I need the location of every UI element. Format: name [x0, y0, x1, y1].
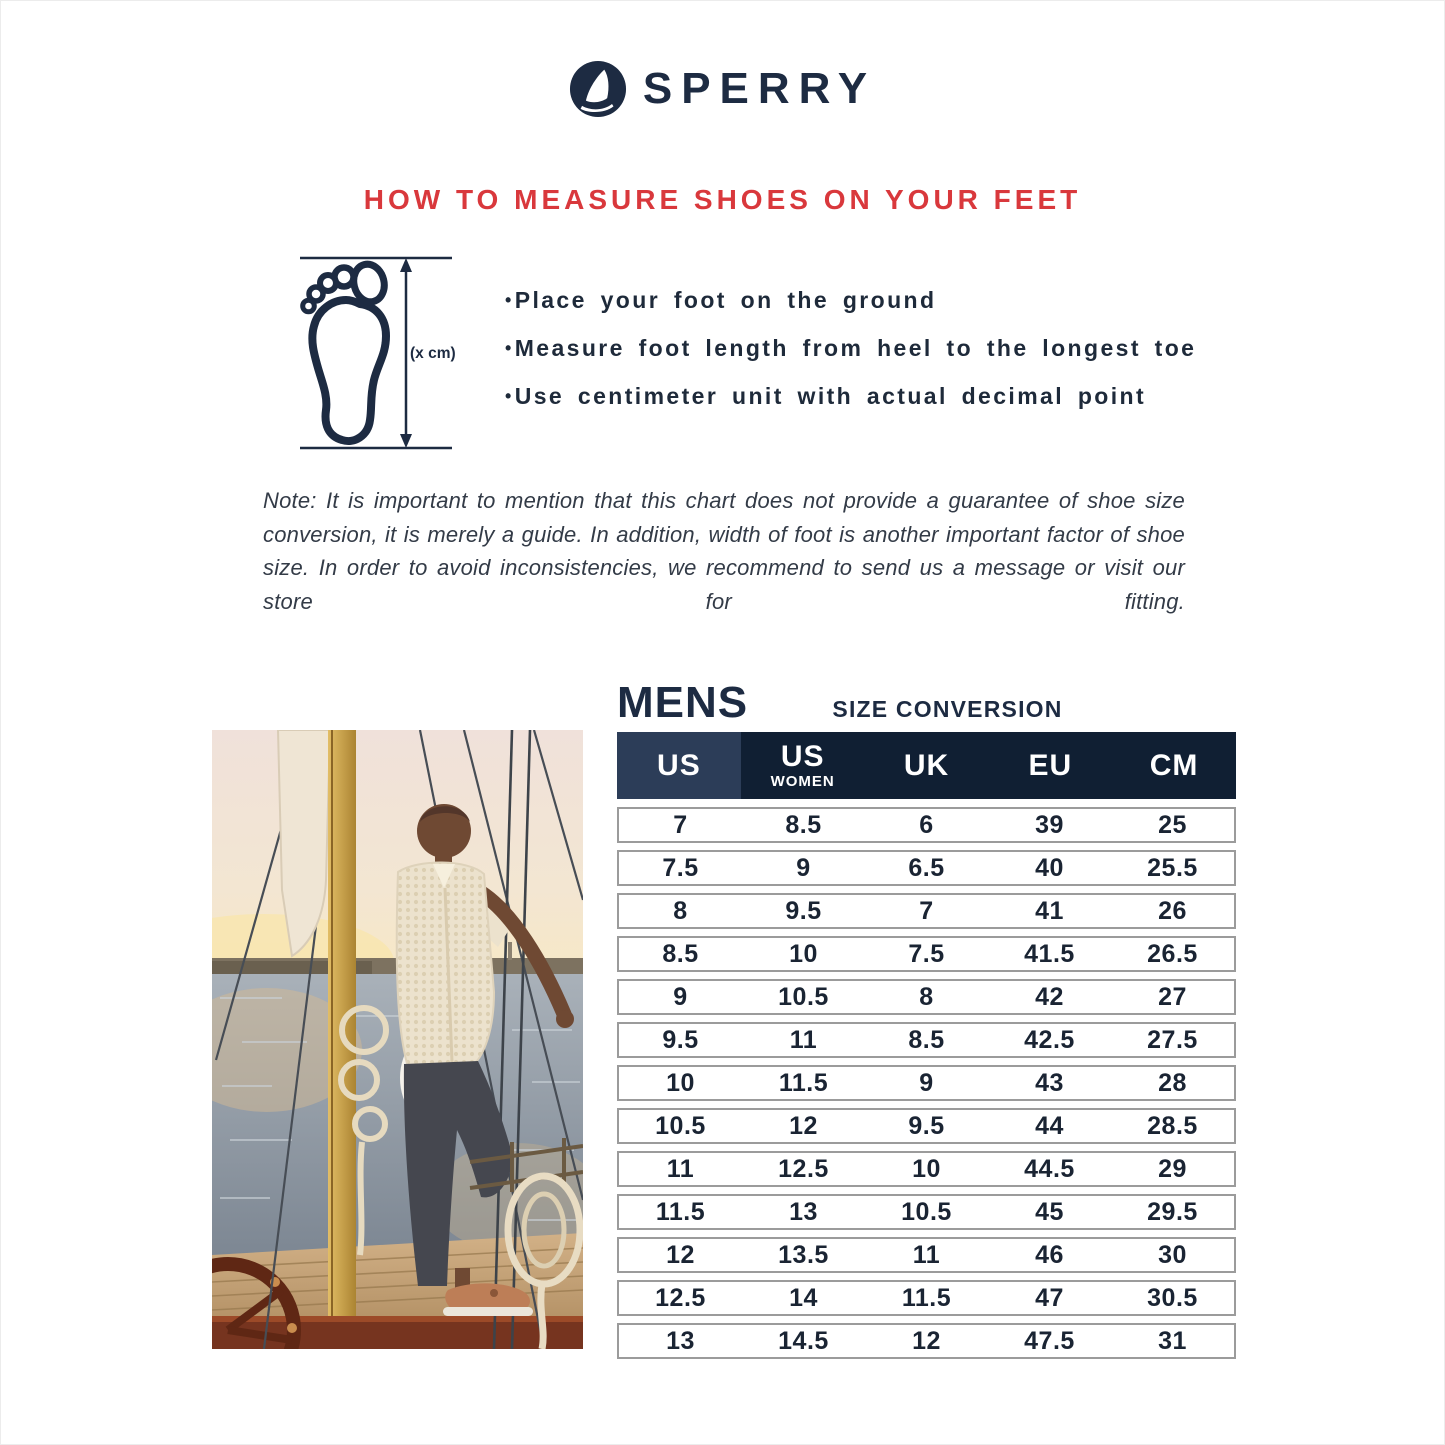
table-title: SIZE CONVERSION — [832, 696, 1063, 722]
table-row — [617, 1108, 1236, 1144]
table-cell: 8 — [919, 982, 934, 1011]
table-row — [617, 1237, 1236, 1273]
table-cell: 10 — [912, 1154, 941, 1183]
table-cell: 44 — [1035, 1111, 1064, 1140]
table-cell: 39 — [1035, 810, 1064, 839]
table-row — [617, 1022, 1236, 1058]
table-cell: 10 — [666, 1068, 695, 1097]
table-cell: 7.5 — [908, 939, 945, 968]
table-cell: 13 — [666, 1326, 695, 1355]
lifestyle-photo — [212, 730, 583, 1349]
instruction-text: Place your foot on the ground — [514, 287, 937, 313]
table-cell: 9 — [919, 1068, 934, 1097]
table-cell: 9 — [673, 982, 688, 1011]
table-cell: 7 — [919, 896, 934, 925]
header-cell-eu: EU — [1028, 748, 1073, 782]
table-cell: 11 — [666, 1154, 695, 1183]
table-cell: 43 — [1035, 1068, 1064, 1097]
instruction-item — [505, 324, 1197, 372]
table-cell: 27.5 — [1147, 1025, 1198, 1054]
table-cell: 8 — [673, 896, 688, 925]
size-table-header-row — [617, 732, 1236, 799]
table-cell: 28.5 — [1147, 1111, 1198, 1140]
table-cell: 41 — [1035, 896, 1064, 925]
table-cell: 8.5 — [785, 810, 822, 839]
footprint-icon — [303, 261, 388, 441]
table-cell: 12 — [912, 1326, 941, 1355]
table-row — [617, 1151, 1236, 1187]
header-cell-uk: UK — [903, 748, 950, 782]
table-cell: 9.5 — [662, 1025, 699, 1054]
diagram-label: (x cm) — [410, 345, 456, 362]
note-paragraph: Note: It is important to mention that this chart does not provide a guarantee of shoe size conversion, it is merely a guide. In addition, width of foot is another important factor of shoe size. In order to avoid inconsistencies, we recommend to send us a message or visit our store for fitting. — [263, 488, 1185, 614]
table-cell: 9 — [796, 853, 811, 882]
table-cell: 27 — [1158, 982, 1187, 1011]
table-cell: 42 — [1035, 982, 1064, 1011]
table-cell: 10.5 — [901, 1197, 952, 1226]
table-row — [617, 936, 1236, 972]
table-cell: 42.5 — [1024, 1025, 1075, 1054]
table-row — [617, 1323, 1236, 1359]
header-cell-us: US — [617, 732, 741, 799]
table-cell: 11 — [789, 1025, 818, 1054]
sailboat-icon — [569, 60, 627, 118]
gender-label: MENS — [617, 678, 749, 727]
table-row — [617, 979, 1236, 1015]
table-cell: 44.5 — [1024, 1154, 1075, 1183]
table-cell: 8.5 — [662, 939, 699, 968]
table-cell: 11.5 — [778, 1068, 829, 1097]
table-cell: 47 — [1035, 1283, 1064, 1312]
table-cell: 14 — [789, 1283, 818, 1312]
table-cell: 12 — [666, 1240, 695, 1269]
size-table-body — [617, 807, 1236, 1366]
instruction-text: Use centimeter unit with actual decimal point — [514, 383, 1147, 409]
table-cell: 9.5 — [908, 1111, 945, 1140]
foot-measure-diagram — [298, 252, 458, 454]
table-cell: 14.5 — [778, 1326, 829, 1355]
table-cell: 26.5 — [1147, 939, 1198, 968]
table-cell: 30 — [1158, 1240, 1187, 1269]
table-cell: 7.5 — [662, 853, 699, 882]
table-row — [617, 1280, 1236, 1316]
table-cell: 47.5 — [1024, 1326, 1075, 1355]
table-cell: 29 — [1158, 1154, 1187, 1183]
table-cell: 28 — [1158, 1068, 1187, 1097]
sailboat-photo-illustration — [212, 730, 583, 1349]
table-cell: 10 — [789, 939, 818, 968]
table-cell: 13 — [789, 1197, 818, 1226]
bullet-marker: • — [505, 338, 514, 358]
instruction-item — [505, 276, 1185, 324]
brand-logo — [0, 60, 1445, 118]
table-row — [617, 1194, 1236, 1230]
instruction-text: Measure foot length from heel to the longest toe — [514, 335, 1197, 361]
table-row — [617, 1065, 1236, 1101]
brand-name: SPERRY — [642, 64, 877, 113]
instruction-item — [505, 372, 1185, 420]
table-cell: 12.5 — [655, 1283, 706, 1312]
table-row — [617, 850, 1236, 886]
header-cell-cm: CM — [1149, 748, 1199, 782]
header-cell-us-women: US WOMEN — [770, 739, 835, 791]
table-cell: 25 — [1158, 810, 1187, 839]
table-cell: 31 — [1158, 1326, 1187, 1355]
table-cell: 45 — [1035, 1197, 1064, 1226]
table-cell: 12.5 — [778, 1154, 829, 1183]
table-cell: 10.5 — [655, 1111, 706, 1140]
table-cell: 11.5 — [901, 1283, 952, 1312]
table-cell: 13.5 — [778, 1240, 829, 1269]
table-cell: 11.5 — [655, 1197, 706, 1226]
table-cell: 30.5 — [1147, 1283, 1198, 1312]
table-cell: 40 — [1035, 853, 1064, 882]
bullet-marker: • — [505, 290, 514, 310]
instruction-list — [505, 276, 1197, 420]
table-cell: 11 — [912, 1240, 941, 1269]
table-cell: 6 — [919, 810, 934, 839]
table-cell: 12 — [789, 1111, 818, 1140]
table-cell: 46 — [1035, 1240, 1064, 1269]
table-cell: 25.5 — [1147, 853, 1198, 882]
table-cell: 10.5 — [778, 982, 829, 1011]
table-cell: 8.5 — [908, 1025, 945, 1054]
bullet-marker: • — [505, 386, 514, 406]
page-title: HOW TO MEASURE SHOES ON YOUR FEET — [363, 184, 1082, 215]
table-cell: 26 — [1158, 896, 1187, 925]
table-cell: 41.5 — [1024, 939, 1075, 968]
table-cell: 7 — [673, 810, 688, 839]
table-row — [617, 807, 1236, 843]
table-cell: 6.5 — [908, 853, 945, 882]
table-cell: 29.5 — [1147, 1197, 1198, 1226]
table-cell: 9.5 — [785, 896, 822, 925]
table-row — [617, 893, 1236, 929]
